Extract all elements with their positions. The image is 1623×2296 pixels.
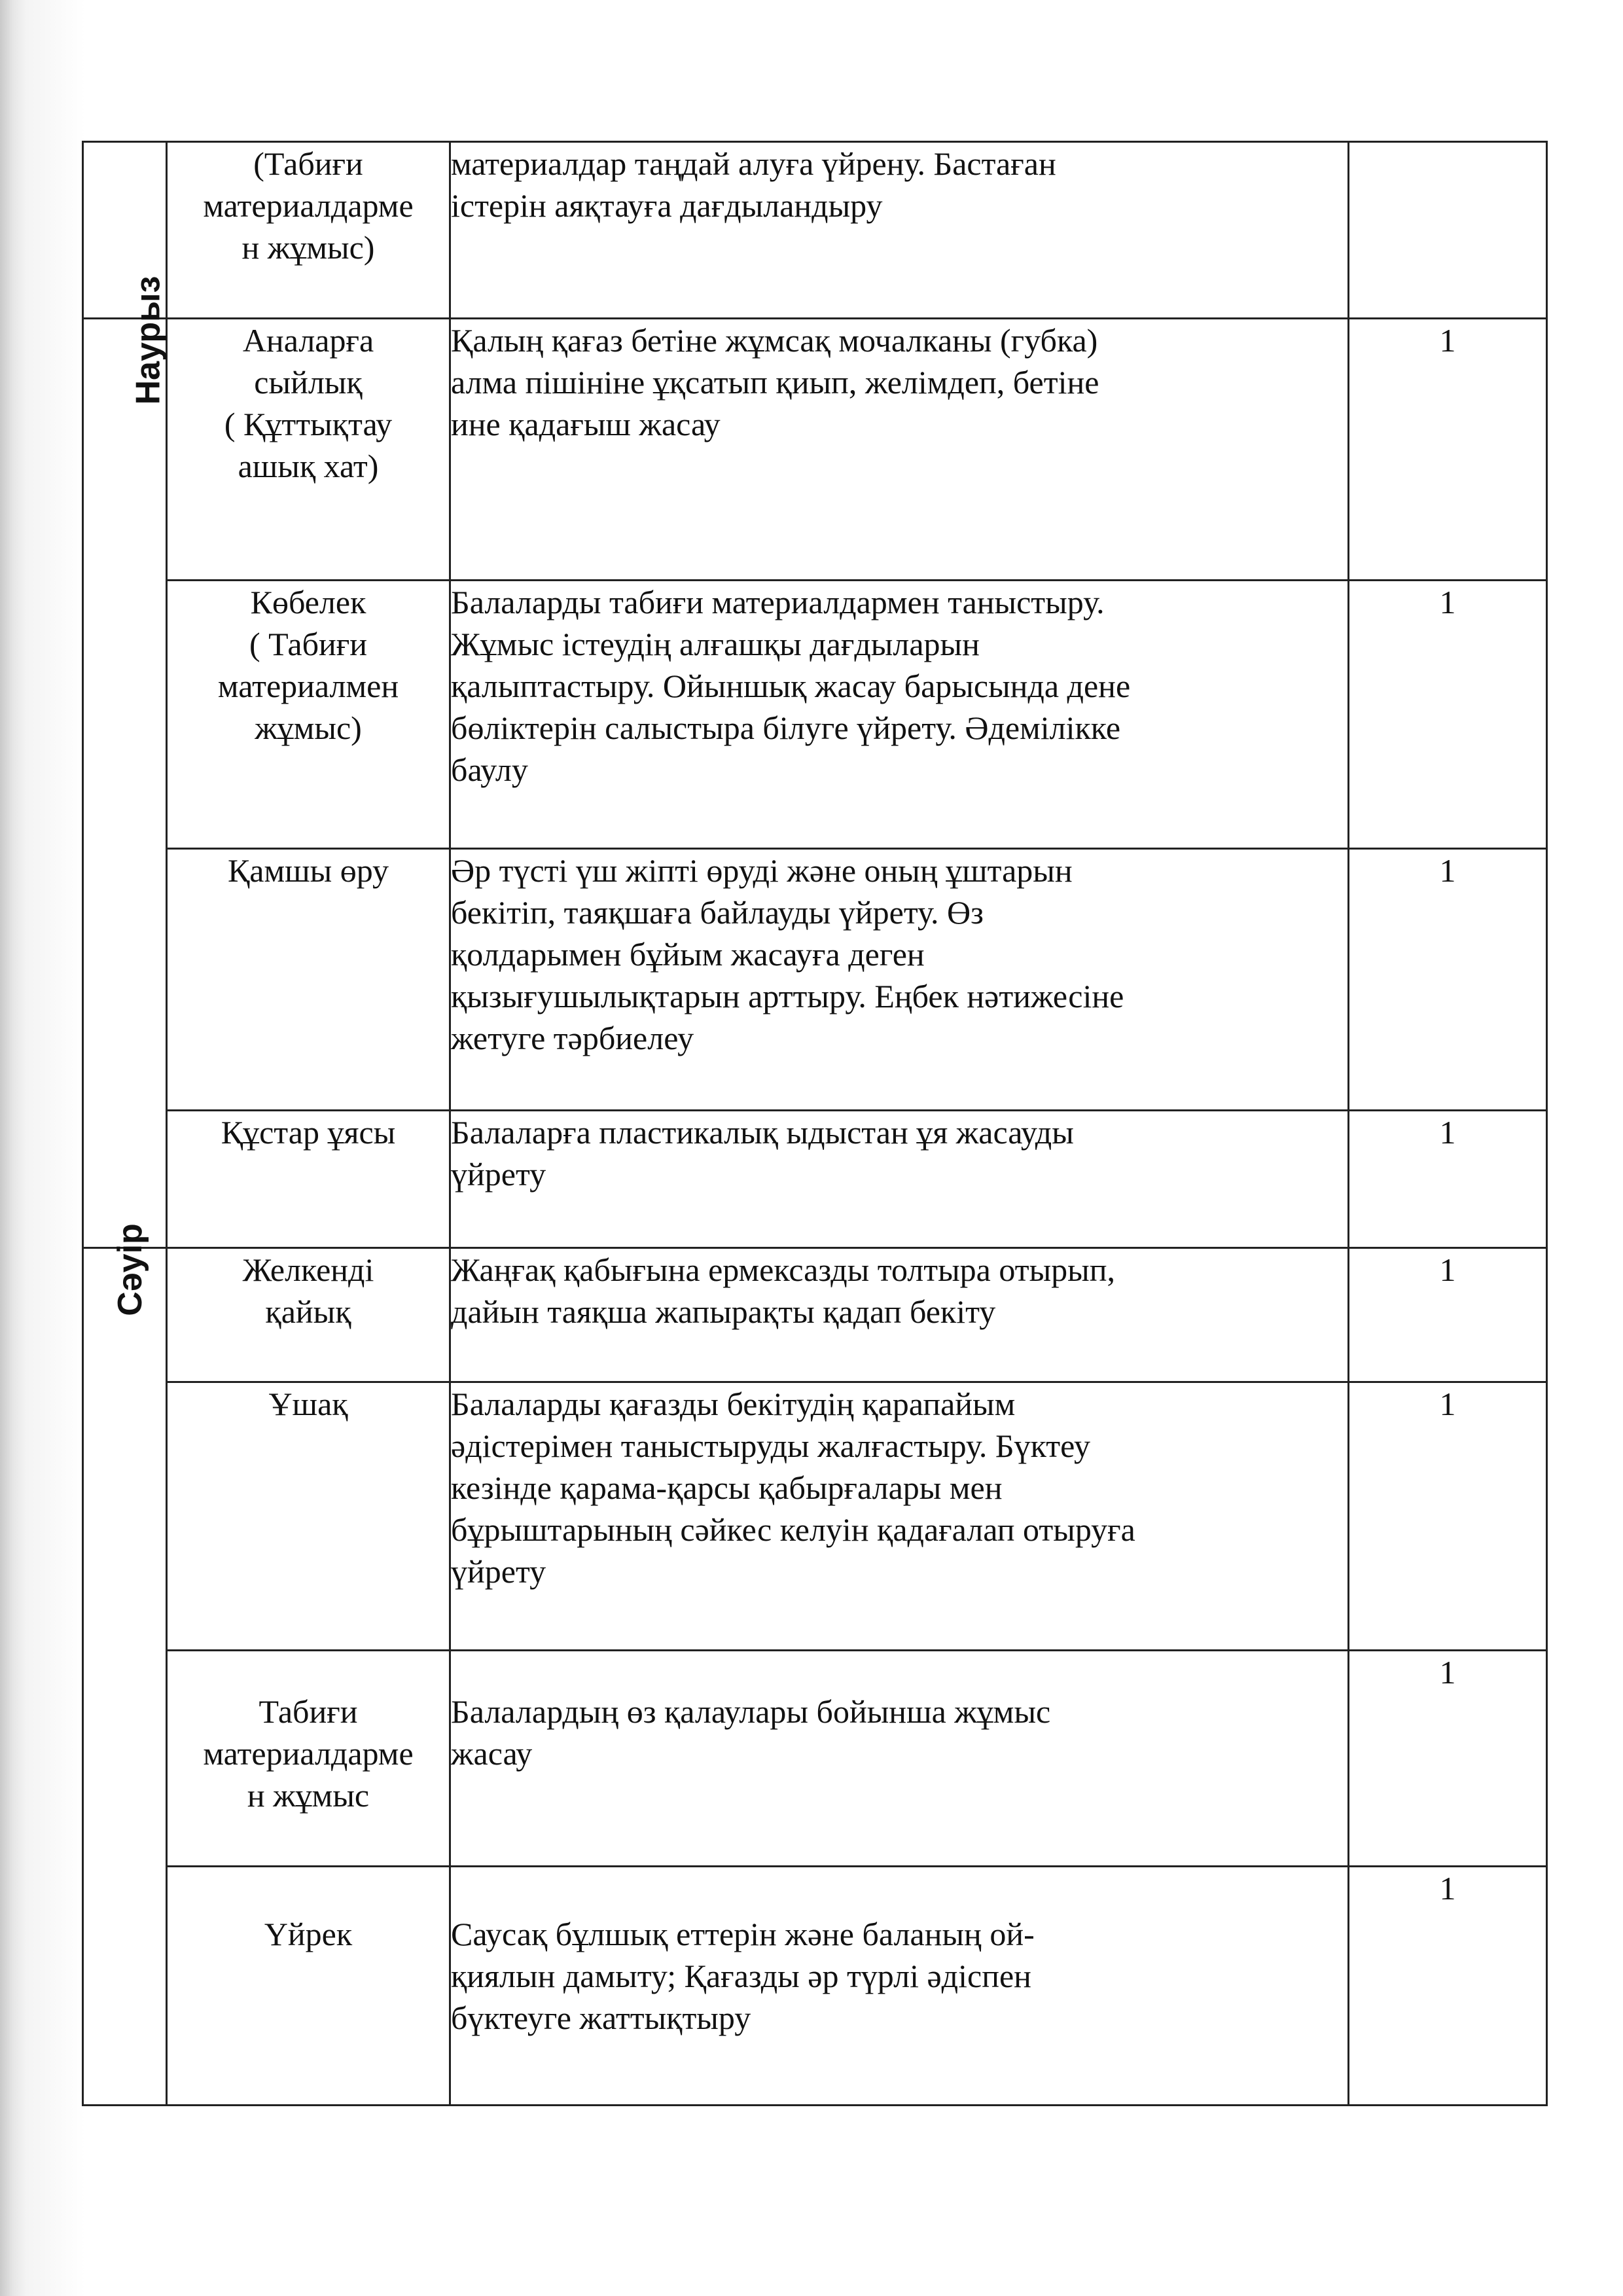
table-row xyxy=(83,319,1547,581)
lesson-plan-table xyxy=(82,141,1548,2106)
table-row xyxy=(83,849,1547,1111)
month-label: Сәуір xyxy=(111,1223,149,1316)
content-cell: Балаларға пластикалық ыдыстан ұя жасауды үйрету xyxy=(450,1111,1349,1248)
topic-cell: Аналарға сыйлық ( Құттықтау ашық хат) xyxy=(167,319,450,581)
table-row xyxy=(83,1651,1547,1867)
hours-cell: 1 xyxy=(1349,1651,1547,1867)
topic-cell: Құстар ұясы xyxy=(167,1111,450,1248)
content-cell: Жаңғақ қабығына ермексазды толтыра отырып, дайын таяқша жапырақты қадап бекіту xyxy=(450,1248,1349,1382)
topic-cell: Желкенді қайық xyxy=(167,1248,450,1382)
month-cell-sauir xyxy=(83,1223,167,2106)
table-row xyxy=(83,142,1547,319)
content-cell: Қалың қағаз бетіне жұмсақ мочалканы (губка) алма пішініне ұқсатып қиып, желімдеп, бетіне ине қадағыш жасау xyxy=(450,319,1349,581)
topic-cell: Ұшақ xyxy=(167,1382,450,1651)
table-row xyxy=(83,581,1547,849)
content-cell: материалдар таңдай алуға үйрену. Бастаған істерін аяқтауға дағдыландыру xyxy=(450,142,1349,319)
table-row xyxy=(83,1382,1547,1651)
hours-cell: 1 xyxy=(1349,1248,1547,1382)
month-label: Наурыз xyxy=(129,276,168,405)
scan-page-edge xyxy=(0,0,85,2296)
topic-cell: Қамшы өру xyxy=(167,849,450,1111)
table-row xyxy=(83,1867,1547,2106)
hours-cell: 1 xyxy=(1349,581,1547,849)
hours-cell: 1 xyxy=(1349,1382,1547,1651)
topic-cell: (Табиғи материалдарме н жұмыс) xyxy=(167,142,450,319)
hours-cell xyxy=(1349,142,1547,319)
content-cell: Саусақ бұлшық еттерін және баланың ой- қиялын дамыту; Қағазды әр түрлі әдіспен бүктеуге жаттықтыру xyxy=(450,1867,1349,2106)
hours-cell: 1 xyxy=(1349,1867,1547,2106)
hours-cell: 1 xyxy=(1349,849,1547,1111)
table-row xyxy=(83,1248,1547,1382)
content-cell: Балаларды қағазды бекітудің қарапайым әдістерімен таныстыруды жалғастыру. Бүктеу кезінде қарама-қарсы қабырғалары мен бұрыштарының сәйкес келуін қадағалап отыруға үйрету xyxy=(450,1382,1349,1651)
table-row xyxy=(83,1111,1547,1248)
topic-cell: Көбелек ( Табиғи материалмен жұмыс) xyxy=(167,581,450,849)
content-cell: Балалардың өз қалаулары бойынша жұмыс жасау xyxy=(450,1651,1349,1867)
hours-cell: 1 xyxy=(1349,319,1547,581)
content-cell: Балаларды табиғи материалдармен таныстыру. Жұмыс істеудің алғашқы дағдыларын қалыптастыру. Ойыншық жасау барысында дене бөліктерін салыстыра білуге үйрету. Әдемілікке баулу xyxy=(450,581,1349,849)
hours-cell: 1 xyxy=(1349,1111,1547,1248)
topic-cell: Табиғи материалдарме н жұмыс xyxy=(167,1651,450,1867)
content-cell: Әр түсті үш жіпті өруді және оның ұштарын бекітіп, таяқшаға байлауды үйрету. Өз қолдарымен бұйым жасауға деген қызығушылықтарын арттыру. Еңбек нәтижесіне жетуге тәрбиелеу xyxy=(450,849,1349,1111)
topic-cell: Үйрек xyxy=(167,1867,450,2106)
month-cell-nauryz xyxy=(83,276,168,1248)
